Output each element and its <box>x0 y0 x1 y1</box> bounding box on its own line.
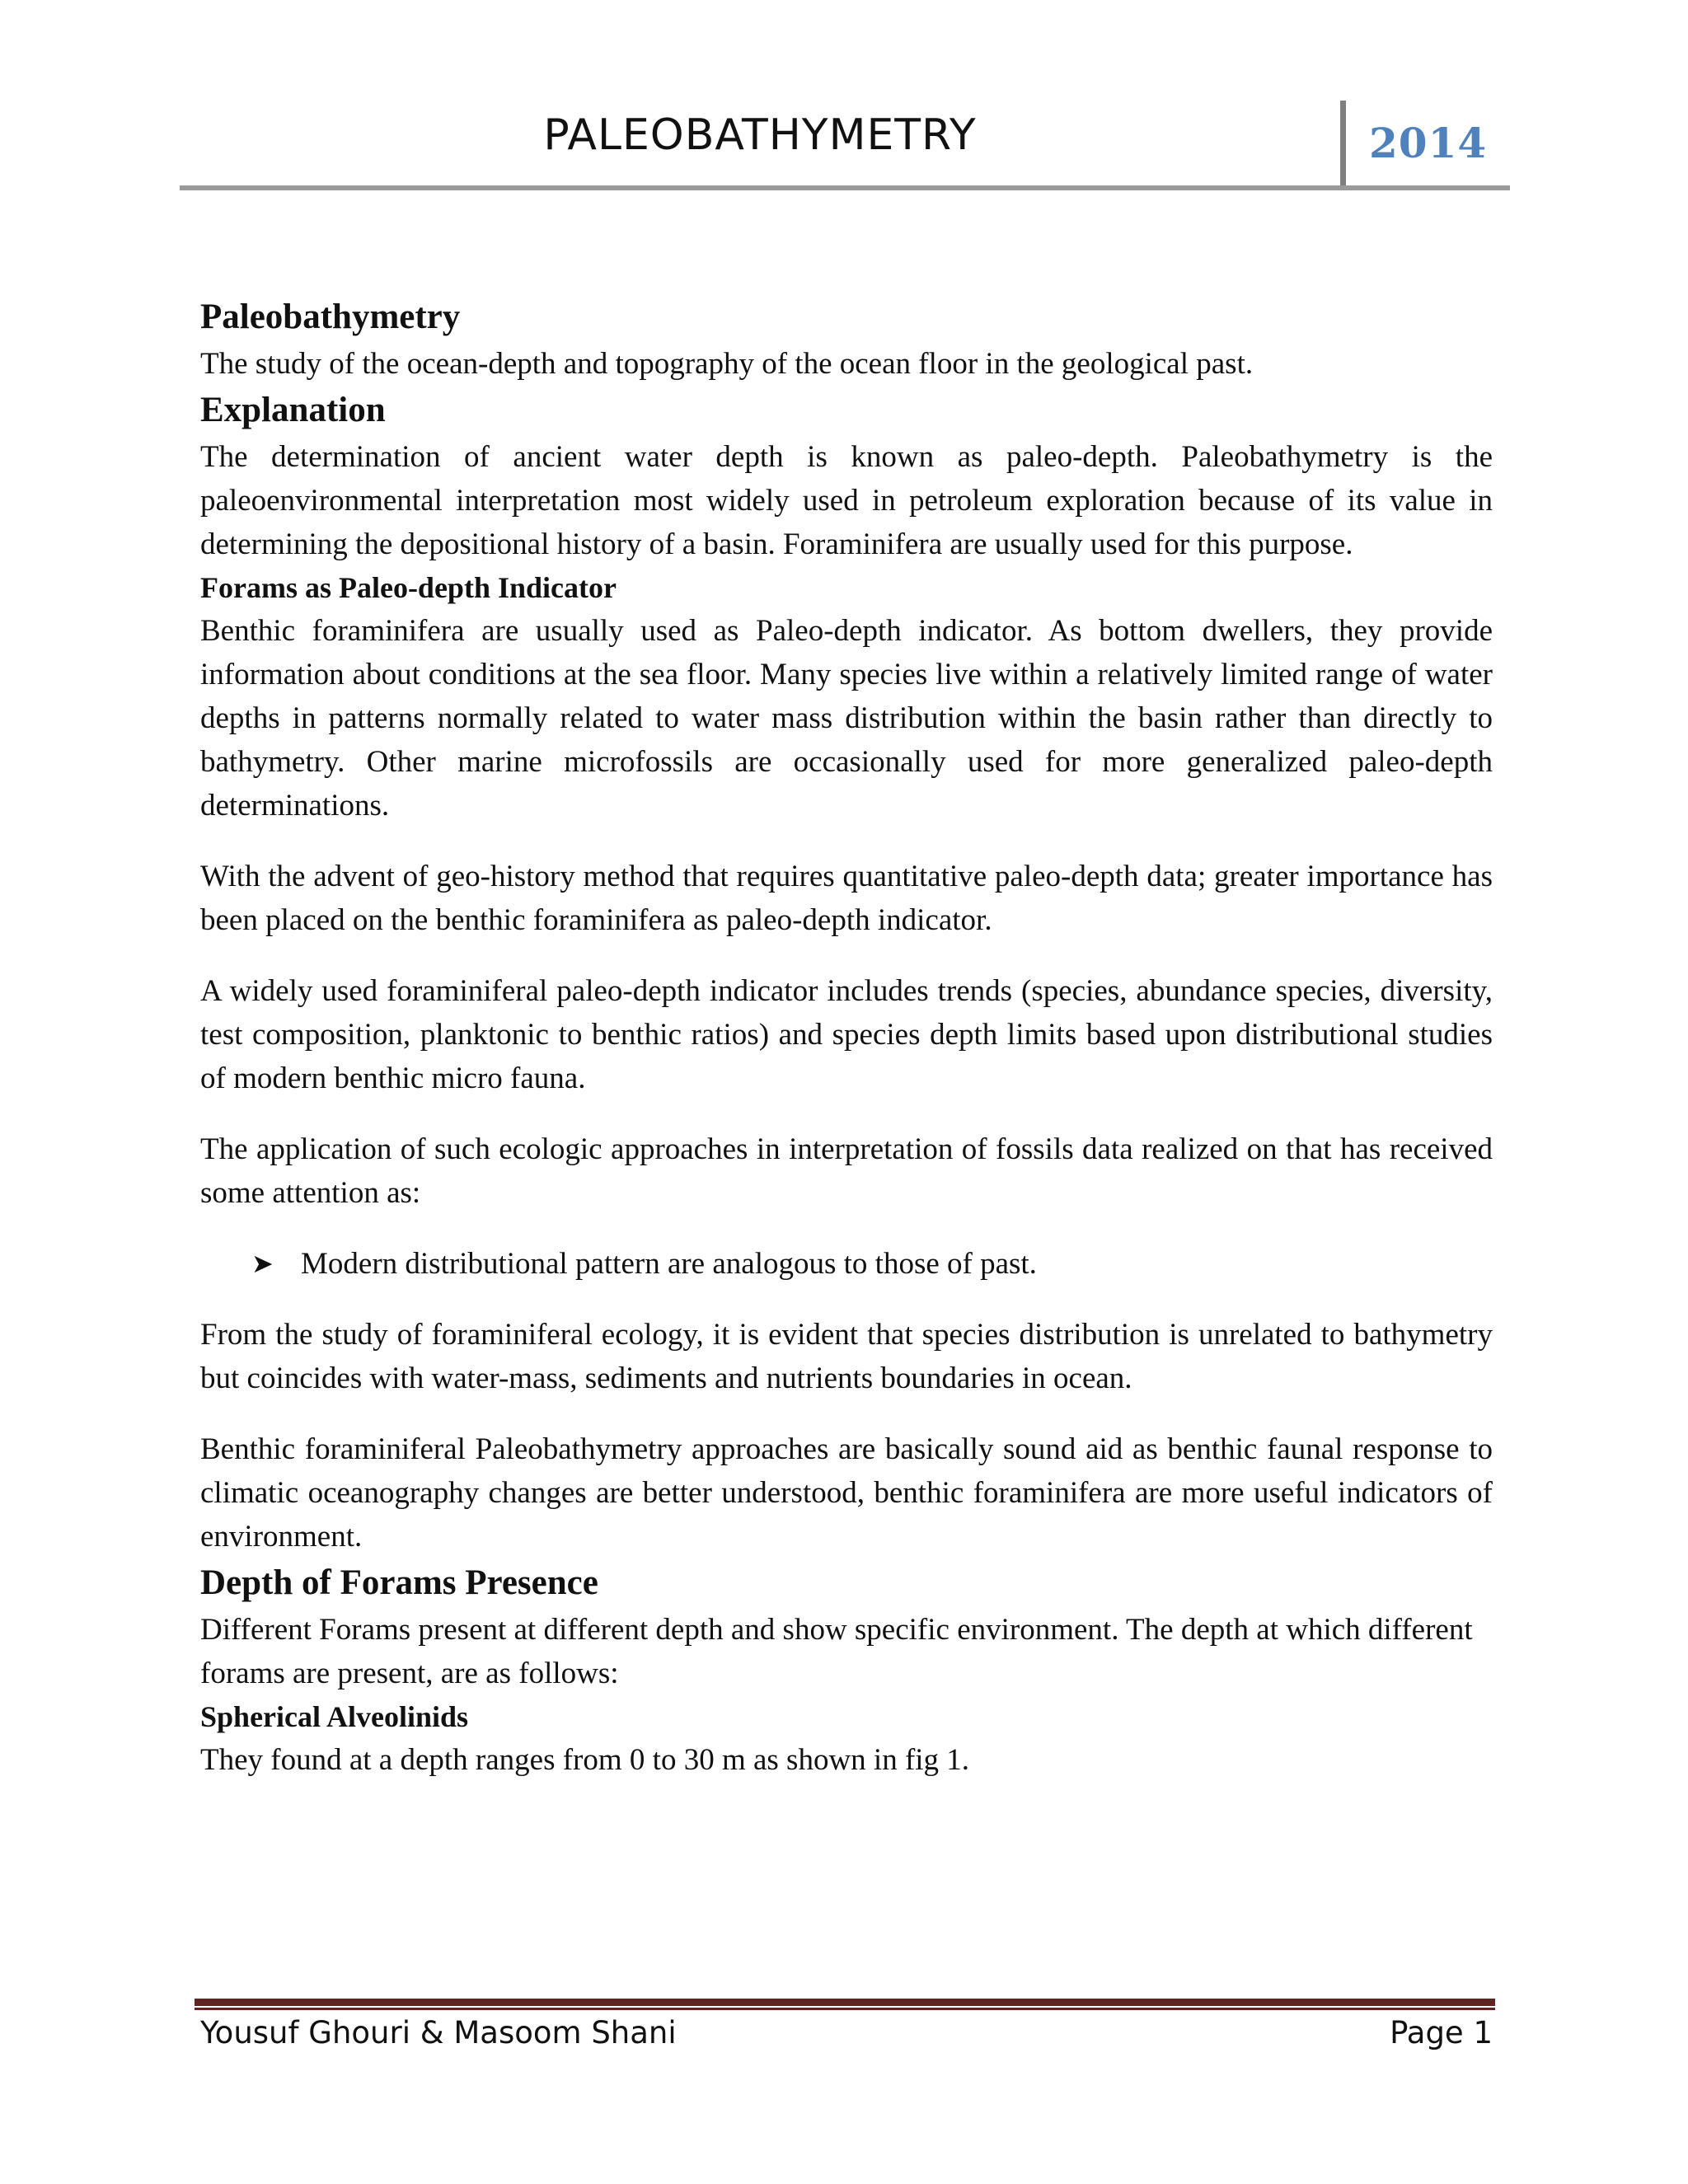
footer-page-number: Page 1 <box>1390 2015 1493 2050</box>
paragraph-indicator-trends: A widely used foraminiferal paleo-depth indicator includes trends (species, abundance species, diversity, test composition, planktonic to benthic ratios) and species depth limits based upon distributional studies of modern benthic micro fauna. <box>200 974 1493 1095</box>
paragraph-geo-history: With the advent of geo-history method that requires quantitative paleo-depth data; greater importance has been placed on the benthic foraminifera as paleo-depth indicator. <box>200 860 1493 937</box>
paragraph-explanation: The determination of ancient water depth is known as paleo-depth. Paleobathymetry is the paleoenvironmental interpretation most widely used in petroleum exploration because of its value in determining the depositional history of a basin. Foraminifera are usually used for this purpose. <box>200 440 1493 561</box>
footer-rule-thin <box>195 2008 1495 2010</box>
footer-authors: Yousuf Ghouri & Masoom Shani <box>200 2015 677 2050</box>
arrowhead-bullet-icon: ➤ <box>251 1248 274 1279</box>
footer-rule <box>195 1999 1495 2010</box>
paragraph-definition: The study of the ocean-depth and topography of the ocean floor in the geological past. <box>200 347 1254 381</box>
paragraph-ecologic-approaches: The application of such ecologic approaches in interpretation of fossils data realized on that has received some attention as: <box>200 1132 1493 1210</box>
heading-explanation: Explanation <box>200 391 386 429</box>
paragraph-spherical-alveolinids: They found at a depth ranges from 0 to 30 m as shown in fig 1. <box>200 1743 970 1777</box>
heading-forams-indicator: Forams as Paleo-depth Indicator <box>200 571 617 604</box>
heading-spherical-alveolinids: Spherical Alveolinids <box>200 1700 469 1733</box>
footer-rule-thick <box>195 1999 1495 2006</box>
paragraph-depth-presence: Different Forams present at different depth and show specific environment. The depth at which different forams are present, are as follows: <box>200 1613 1473 1690</box>
paragraph-foram-ecology: From the study of foraminiferal ecology, it is evident that species distribution is unrelated to bathymetry but coincides with water-mass, sediments and nutrients boundaries in ocean. <box>200 1318 1493 1395</box>
page-header <box>180 97 1510 190</box>
header-divider <box>1340 101 1346 186</box>
paragraph-benthic-approaches: Benthic foraminiferal Paleobathymetry approaches are basically sound aid as benthic faunal response to climatic oceanography changes are better understood, benthic foraminifera are more useful indicators of environment. <box>200 1432 1493 1554</box>
bullet-text: Modern distributional pattern are analogous to those of past. <box>301 1247 1037 1281</box>
heading-depth-presence: Depth of Forams Presence <box>200 1563 598 1602</box>
heading-paleobathymetry: Paleobathymetry <box>200 298 461 336</box>
paragraph-benthic-forams: Benthic foraminifera are usually used as Paleo-depth indicator. As bottom dwellers, they provide information about conditions at the sea floor. Many species live within a relatively limited range of water depths in patterns normally related to water mass distribution within the basin rather than directly to bathymetry. Other marine microfossils are occasionally used for more generalized paleo-depth determinations. <box>200 614 1493 823</box>
header-title: PALEOBATHYMETRY <box>543 110 977 160</box>
bullet-list <box>200 1242 1493 1286</box>
document-body <box>200 293 1493 1782</box>
list-item <box>251 1242 1493 1286</box>
header-year: 2014 <box>1369 119 1488 167</box>
header-rule <box>180 185 1510 190</box>
